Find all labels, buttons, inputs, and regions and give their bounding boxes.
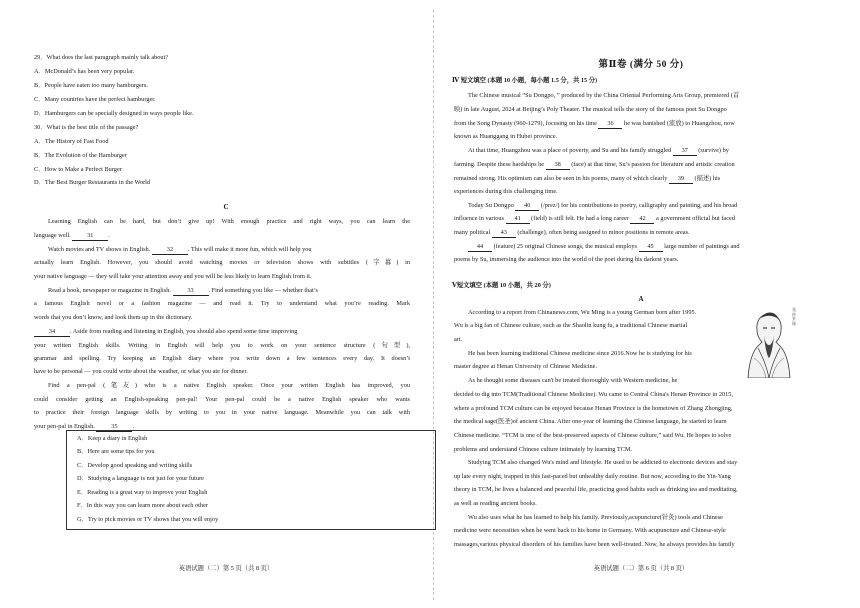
box-option-e: E．Reading is a great way to improve your English [77,489,208,496]
passage-c-line: to practice their foreign language skills by writing to you in your native language. Meanwhile you can talk with [34,409,410,416]
passage-c-line: 34 . Aside from reading and listening in English, you should also spend some time improving [34,328,297,337]
part4-title: Ⅳ 短文填空 (本题 10 小题，每小题 1.5 分，共 15 分) [452,77,598,84]
portrait-calligraphy: 張仲景像 [792,307,796,326]
passage-c-line: Learning English can be hard, but don’t give up! With enough practice and right ways, you can learn the [48,218,410,225]
box-option-d: D．Studying a language is not just for your future [77,475,204,482]
section-title: 第Ⅱ卷 (满分 50 分) [598,60,684,70]
answer-blank[interactable]: 41 [506,215,530,224]
part4-line: many political 43 (challenge), often being assigned to minor positions in remote areas. [454,229,690,236]
passage-a-line: Chinese medicine. “TCM is one of the best-preserved aspects of Chinese culture,” said Wu. He hopes to solve [454,432,732,439]
passage-a-heading: A [638,295,644,303]
options-box [66,430,436,530]
answer-blank[interactable]: 39 [669,175,693,184]
passage-a-line: Wu also uses what he has learned to help his family. Previously,acupuncture(针灸) tools and Chinese [468,514,723,521]
q30-option-c: C．How to Make a Perfect Burger [34,166,122,173]
passage-c-line: words that you don’t know, and look them up in the dictionary. [34,314,193,321]
question-29: 29．What does the last paragraph mainly talk about? [34,54,169,61]
passage-a-line: the medical sage(医圣)of ancient China. After one-year of learning the Chinese language, he started to learn [454,418,727,425]
box-option-g: G．Try to pick movies or TV shows that you will enjoy [77,516,219,523]
part4-line: The Chinese musical “Su Dongpo, ” produced by the China Oriental Performing Arts Group, premiered (首 [468,92,740,99]
part4-line: experiences during this challenging time. [454,188,558,195]
part4-line: from the Song Dynasty (960-1279), focusing on his time 36 he was banished (流放) to Huangzhou, now [454,120,735,127]
passage-a-line: Wu is a big fan of Chinese culture, such as the Shaolin kung fu, a traditional Chinese martial [454,322,688,329]
passage-c-line: your pen-pal in English. 35 . [34,423,135,430]
answer-blank[interactable]: 31 [72,232,108,241]
page-footer-left: 英语试题（二）第 5 页（共 8 页） [178,565,274,572]
passage-a-line: According to a report from Chinanews.com, Wu Ming is a young German born after 1995. [468,309,697,316]
passage-c-line: have to be personal — you could write about the weather, or what you ate for dinner. [34,368,248,375]
passage-c-line: actually learn English. However, you should avoid watching movies or television shows with subtitles (字幕) in [34,259,410,266]
q30-option-b: B．The Evolution of the Hamburger [34,152,127,159]
page-footer-right: 英语试题（二）第 6 页（共 8 页） [593,565,689,572]
passage-c-line: Find a pen-pal (笔友) who is a native English speaker. Once your written English has improved, you [48,382,410,389]
passage-a-line: He has been learning traditional Chinese medicine since 2016.Now he is studying for his [468,350,692,357]
passage-c-heading: C [223,203,229,211]
part4-line: known as Huanggang in Hubei province. [454,133,558,140]
box-option-b: B．Here are some tips for you [77,448,155,455]
passage-a-line: Studying TCM also changed Wu's mind and lifestyle. He used to be addicted to electronic devices and stay [468,459,738,466]
box-option-f: F．In this way you can learn more about each other [77,502,208,509]
part4-line: Today Su Dongpo 40 (/prez/) for his contributions to poetry, calligraphy and painting, and his broad [468,202,738,209]
answer-blank[interactable]: 34 [34,328,70,337]
answer-blank[interactable]: 33 [173,287,209,296]
passage-a-line: As he thought some diseases can't be treated thoroughly with Western medicine, he [468,377,678,384]
passage-a-line: as well as reading ancient books. [454,500,537,507]
passage-a-line: decided to dig into TCM(Traditional Chinese Medicine). Wu came to Central China's Henan Province in 2015, [454,391,734,398]
part5-title: Ⅴ短文填空 (本题 10 小题，共 20 分) [452,282,551,289]
box-option-c: C．Develop good speaking and writing skills [77,462,193,469]
passage-c-line: Watch movies and TV shows in English. 32 . This will make it more fun, which will help you [48,246,312,253]
passage-c-line: grammar and spelling. Try keeping an English diary where you write down a few sentences every day. It doesn’t [34,355,410,362]
passage-a-line: art. [454,336,463,343]
answer-blank[interactable]: 45 [639,243,663,252]
box-option-a: A．Keep a diary in English [77,435,148,442]
zhang-zhongjing-portrait [746,306,802,378]
part4-line: 映) in late August, 2024 at Beijing’s Poly Theater. The musical tells the story of the famous poet Su Dongpo [454,106,727,113]
part4-line: poems by Su, immersing the audience into the world of the poet during his darkest years. [454,256,679,263]
q29-option-c: C．Many countries have the perfect hamburger. [34,96,156,103]
answer-blank[interactable]: 43 [492,229,516,238]
passage-a-line: up late every night, trapped in this fast-paced but unhealthy daily routine. But now, according to the Yin-Yang [454,473,731,480]
question-30: 30．What is the best title of the passage? [34,124,139,131]
q30-option-a: A．The History of Fast Food [34,138,109,145]
q29-option-b: B．People have eaten too many hamburgers. [34,82,148,89]
passage-a-line: problems and understand Chinese culture intimately by learning TCM. [454,446,633,453]
answer-blank[interactable]: 44 [468,243,492,252]
passage-a-line: medicine were necessities when he went back to his home in Germany. With acupuncture and Chinese-style [454,527,726,534]
part4-line: farming. Despite these hardships he 38 (face) at that time, Su’s passion for literature and artistic creation [454,161,735,168]
part4-line: At that time, Huangzhou was a place of poverty, and Su and his family struggled 37 (survive) by [468,147,729,154]
q29-option-a: A．McDonald’s has been very popular. [34,68,135,75]
answer-blank[interactable]: 42 [630,215,654,224]
q29-option-d: D．Hamburgers can be specially designed in ways people like. [34,110,194,117]
answer-blank[interactable]: 35 [96,423,132,432]
answer-blank[interactable]: 40 [515,202,539,211]
part4-line: remained strong. His optimism can also be seen in his poems, many of which clearly 39 (描述) his [454,175,721,182]
passage-a-line: master degree at Henan University of Chinese Medicine. [454,363,598,370]
part4-line: influence in various 41 (field) is still felt. He had a long career 42 a government official but faced [454,215,735,222]
passage-a-line: where a profound TCM culture can be enjoyed because Henan Province is the hometown of Zhang Zhongjing, [454,405,733,412]
passage-c-line: a famous English novel or a fashion magazine — and read it. Try to understand what you’re reading. Mark [34,300,410,307]
answer-blank[interactable]: 36 [598,120,622,129]
q30-option-d: D．The Best Burger Restaurants in the World [34,179,151,186]
answer-blank[interactable]: 37 [673,147,697,156]
passage-c-line: your native language — they will take your attention away and you will be less likely to learn English from it. [34,273,312,280]
passage-a-line: massages,various physical disorders of his families have been well-treated. Now, he always provides his family [454,541,735,548]
passage-c-line: language well. 31 . [34,232,110,239]
answer-blank[interactable]: 32 [152,246,188,255]
part4-line: 44 (feature) 25 original Chinese songs, the musical employs 45 large number of paintings and [468,243,740,252]
passage-a-line: theory in TCM, he lives a balanced and peaceful life, practicing good habits such as drinking tea and meditating, [454,486,738,493]
answer-blank[interactable]: 38 [546,161,570,170]
passage-c-line: Read a book, newspaper or magazine in English. 33 . Find something you like — whether that’s [48,287,319,294]
passage-c-line: your written English skills. Writing in English will help you to work on your sentence structure (句型), [34,342,410,349]
passage-c-line: could consider getting an English-speaking pen-pal! Your pen-pal could be a native English speaker who wants [34,396,410,403]
